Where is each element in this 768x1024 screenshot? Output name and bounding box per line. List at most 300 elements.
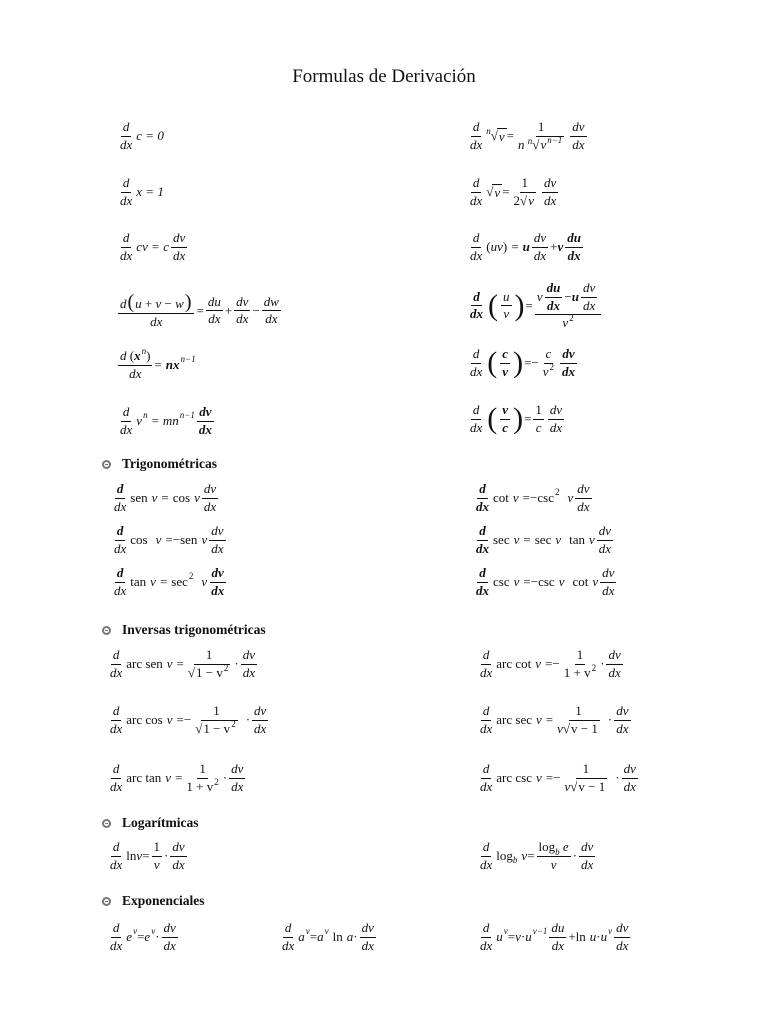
var-v: v xyxy=(136,848,143,864)
dx-label: dx xyxy=(476,540,489,556)
dx-label: dx xyxy=(480,664,493,680)
fn-cos: cos xyxy=(130,532,148,548)
fn-log: log xyxy=(496,848,513,864)
formula-sen xyxy=(110,482,220,514)
equals: = xyxy=(545,656,553,672)
equals: = xyxy=(175,770,183,786)
radicand: v − 1 xyxy=(571,720,598,736)
coef-mn: mn xyxy=(162,413,179,429)
log-base-b: b xyxy=(555,847,560,857)
plus: + xyxy=(550,239,558,255)
var-u: u xyxy=(501,290,512,307)
equals: = xyxy=(523,532,531,548)
equals: = xyxy=(154,357,162,373)
dx-label: dx xyxy=(120,136,133,152)
var-e: e xyxy=(144,929,151,945)
var-v: v xyxy=(500,403,510,420)
d-label: d xyxy=(120,296,127,311)
formula-arcsec: d dx arc sec v = $\frac{1}{v√v - 1}$ · dv dx xyxy=(480,703,629,736)
minus: − xyxy=(164,296,172,311)
dv-label: dv xyxy=(229,762,245,779)
minus: − xyxy=(252,302,260,318)
var-v: v xyxy=(165,770,172,786)
fn-arctan: arc tan xyxy=(126,770,162,786)
dx-label: dx xyxy=(231,778,244,794)
dv-label: dv xyxy=(614,921,630,938)
minus: − xyxy=(183,712,192,728)
dv-label: dv xyxy=(614,704,630,721)
d-label: d xyxy=(471,176,482,193)
dv-label: dv xyxy=(581,281,597,298)
d-label: d xyxy=(481,648,492,665)
formula-arctan: d dx arc tan v = $\frac{1}{1 + v^2}$ · dv dx xyxy=(110,761,244,794)
dx-label: dx xyxy=(211,540,224,556)
var-v: v xyxy=(564,778,571,794)
fn-csc: csc xyxy=(493,574,510,590)
dx-label: dx xyxy=(242,664,255,680)
du-label: du xyxy=(565,231,583,248)
var-v: v xyxy=(542,363,549,379)
numerator-one: 1 xyxy=(575,648,586,665)
dx-label: dx xyxy=(236,311,249,327)
var-v: v xyxy=(550,856,557,872)
dv-label: dv xyxy=(252,704,268,721)
var-v: v xyxy=(528,192,534,208)
dv-label: dv xyxy=(542,176,558,193)
exp-v: v xyxy=(151,926,156,937)
d-label: d xyxy=(471,403,482,420)
dx-label: dx xyxy=(551,937,564,953)
formula-exp-e: d dx e v = e v · dv dx xyxy=(110,920,176,953)
minus: − xyxy=(531,355,539,371)
numerator-one: 1 xyxy=(197,762,208,779)
d-label: d xyxy=(477,482,488,499)
dv-label: dv xyxy=(210,566,226,583)
du-label: du xyxy=(545,281,563,298)
exp-v: v xyxy=(324,926,329,937)
dv-label: dv xyxy=(560,347,576,364)
bullet-icon xyxy=(102,897,111,906)
var-u: u xyxy=(600,929,608,945)
var-v: v xyxy=(513,532,520,548)
exp-v: v xyxy=(503,926,508,937)
var-e: e xyxy=(126,929,133,945)
exp-v: v xyxy=(305,926,310,937)
var-c: c xyxy=(535,419,542,435)
dx-label: dx xyxy=(114,582,127,598)
var-v: v xyxy=(558,574,565,590)
numerator-one: 1 xyxy=(573,704,584,721)
minus: − xyxy=(553,770,561,786)
dx-label: dx xyxy=(533,247,547,263)
dx-label: dx xyxy=(616,720,629,736)
dx-label: dx xyxy=(480,720,493,736)
dv-label: dv xyxy=(197,405,213,422)
d-label: d xyxy=(477,566,488,583)
dx-label: dx xyxy=(110,937,123,953)
dv-label: dv xyxy=(170,840,186,857)
formula-cot: d dx cot v = − csc 2 v dv dx xyxy=(476,481,590,514)
var-v: v xyxy=(503,306,510,322)
var-n: n xyxy=(518,136,525,152)
formula-text: x = 1 xyxy=(136,184,164,200)
equals: = xyxy=(151,239,160,255)
var-v: v xyxy=(567,490,574,506)
dx-label: dx xyxy=(616,937,629,953)
plus: + xyxy=(224,302,233,318)
equals: = xyxy=(137,929,145,945)
fn-arccos: arc cos xyxy=(126,712,163,728)
dx-label: dx xyxy=(623,778,636,794)
dx-label: dx xyxy=(608,664,621,680)
d-label: d xyxy=(471,231,482,248)
dx-label: dx xyxy=(546,297,560,313)
numerator-one: 1 xyxy=(520,176,531,193)
bullet-icon xyxy=(102,460,111,469)
dx-label: dx xyxy=(120,421,133,437)
equals: = xyxy=(506,128,515,144)
formula-product: d dx ( u v ) = u dv dx + v du dx xyxy=(470,230,581,263)
var-v: v xyxy=(540,136,547,152)
fn-cos: cos xyxy=(172,490,191,506)
equals: = xyxy=(545,770,554,786)
dx-label: dx xyxy=(114,498,127,514)
dx-label: dx xyxy=(476,582,489,598)
numerator-one: 1 xyxy=(204,648,215,665)
var-v: v xyxy=(151,490,158,506)
formula-power-x: $\frac{d (x^n)}{dx}$ = nx n−1 xyxy=(120,346,196,381)
radicand: 1 − v xyxy=(196,664,223,680)
exp-v-minus-1: v−1 xyxy=(532,926,548,937)
formula-csc xyxy=(472,566,618,598)
dx-label: dx xyxy=(470,363,483,379)
equals: = xyxy=(142,848,150,864)
log-base-b: b xyxy=(512,855,518,866)
page-title: Formulas de Derivación xyxy=(292,66,476,87)
d-label: d xyxy=(481,762,492,779)
formula-exp-a: d dx a v = a v ln a · dv dx xyxy=(282,920,374,953)
formula-text: c = 0 xyxy=(136,128,164,144)
var-v: v xyxy=(589,532,595,548)
plus: + xyxy=(568,929,576,945)
var-v: v xyxy=(194,490,200,506)
minus: − xyxy=(172,532,181,548)
var-v: v xyxy=(555,532,562,548)
fn-tan: tan xyxy=(569,532,586,548)
dv-label: dv xyxy=(209,524,225,541)
section-inversas xyxy=(102,622,266,638)
equals: = xyxy=(165,532,173,548)
var-v: v xyxy=(535,656,542,672)
fn-ln: ln xyxy=(126,848,137,864)
fn-arcsen: arc sen xyxy=(126,656,163,672)
fn-arccot: arc cot xyxy=(496,656,532,672)
dx-label: dx xyxy=(572,136,585,152)
equals: = xyxy=(196,302,204,318)
formula-sum: $\frac{d(u + v - w)}{dx}$ = $\frac{du}{dx}$ + $\frac{dv}{dx}$ − $\frac{dw}{dx}$ xyxy=(120,291,279,329)
var-v: v xyxy=(498,128,505,144)
var-a: a xyxy=(298,929,305,945)
formula-arcsen: d dx arc sen v = $\frac{1}{√1 - v^2}$ · dv dx xyxy=(110,647,255,680)
equals: = xyxy=(507,929,516,945)
formula-quotient: d dx ( u v ) = v du dx − u dv dx $v^2$ xyxy=(466,281,603,331)
exp-n-minus-1: n−1 xyxy=(179,410,195,421)
dx-label: dx xyxy=(211,582,225,598)
formula-c-over-v: d dx ( c v ) = − $\frac{c}{v^2}$ dv dx xyxy=(470,346,576,380)
var-x: x xyxy=(134,348,141,363)
dx-label: dx xyxy=(480,856,493,872)
dx-label: dx xyxy=(470,419,483,435)
var-v: v xyxy=(536,712,542,728)
var-v: v xyxy=(166,656,173,672)
equals: = xyxy=(309,929,318,945)
fn-sen: sen xyxy=(130,490,148,506)
equals: = xyxy=(525,297,533,313)
var-v: v xyxy=(155,532,162,548)
d-label: d xyxy=(115,566,126,583)
fn-arcsec: arc sec xyxy=(496,712,532,728)
dv-label: dv xyxy=(234,295,250,312)
fn-arccsc: arc csc xyxy=(496,770,532,786)
d-label: d xyxy=(481,921,492,938)
var-u: u xyxy=(490,239,498,255)
equals: = xyxy=(151,413,159,429)
formula-arccot: d dx arc cot v = − $\frac{1}{1 + v^2}$ · dv dx xyxy=(480,647,621,680)
d-label: d xyxy=(115,524,126,541)
fn-ln: ln xyxy=(575,929,586,945)
formula-constant xyxy=(116,120,164,152)
dx-label: dx xyxy=(114,540,127,556)
d-label: d xyxy=(121,231,132,248)
d-label: d xyxy=(283,921,294,938)
dx-label: dx xyxy=(598,540,612,556)
du-label: du xyxy=(206,295,223,312)
formula-power-v xyxy=(116,405,216,437)
equals: = xyxy=(511,239,519,255)
var-v: v xyxy=(502,363,509,379)
d-label: d xyxy=(111,921,122,938)
bullet-icon xyxy=(102,819,111,828)
equals: = xyxy=(522,490,531,506)
dx-label: dx xyxy=(480,937,493,953)
var-v: v xyxy=(557,720,563,736)
var-v: v xyxy=(536,288,543,304)
dv-label: dv xyxy=(202,482,218,499)
formula-sec xyxy=(472,524,615,556)
dx-label: dx xyxy=(602,582,615,598)
plus: + xyxy=(144,296,153,311)
exp-n: n xyxy=(141,346,147,356)
var-c: c xyxy=(163,239,169,255)
formula-arccos: d dx arc cos v = − $\frac{1}{√1 - v^2}$ · dv dx xyxy=(110,703,267,736)
dx-label: dx xyxy=(120,192,133,208)
coef-two: 2 xyxy=(513,192,521,208)
dv-label: dv xyxy=(600,566,616,583)
dx-label: dx xyxy=(470,136,483,152)
d-label: d xyxy=(481,840,492,857)
fn-sec: sec xyxy=(171,574,188,590)
dx-label: dx xyxy=(265,311,278,327)
formula-cos xyxy=(110,524,228,556)
d-label: d xyxy=(111,704,122,721)
equals: = xyxy=(524,355,532,371)
dx-label: dx xyxy=(282,937,295,953)
section-title: Inversas trigonométricas xyxy=(122,622,266,637)
dx-label: dx xyxy=(480,778,493,794)
dv-label: dv xyxy=(360,921,376,938)
d-label: d xyxy=(120,348,127,363)
formula-v-over-c: d dx ( v c ) = $\frac{1}{c}$ dv dx xyxy=(470,402,563,436)
dx-label: dx xyxy=(203,498,217,514)
dx-label: dx xyxy=(562,363,576,379)
dx-label: dx xyxy=(172,856,185,872)
d-label: d xyxy=(111,762,122,779)
fn-csc: csc xyxy=(538,574,555,590)
dx-label: dx xyxy=(582,297,596,313)
d-label: d xyxy=(121,405,132,422)
var-e: e xyxy=(562,839,569,854)
var-v: v xyxy=(592,574,599,590)
dv-label: dv xyxy=(241,648,257,665)
formula-exp-u: d dx u v = v · u v−1 du dx + ln u · u v dv dx xyxy=(480,920,629,953)
formula-x xyxy=(116,176,164,208)
var-v: v xyxy=(153,856,160,872)
var-c: c xyxy=(544,347,554,364)
minus: − xyxy=(530,574,539,590)
equals: = xyxy=(161,490,169,506)
d-label: d xyxy=(121,176,132,193)
equals: = xyxy=(176,712,184,728)
dv-label: dv xyxy=(575,482,591,499)
dx-label: dx xyxy=(110,778,123,794)
formula-cv xyxy=(116,231,189,263)
var-v: v xyxy=(150,574,156,590)
minus: − xyxy=(552,656,560,672)
var-u: u xyxy=(571,288,579,304)
dx-label: dx xyxy=(470,192,483,208)
fn-sen: sen xyxy=(180,532,198,548)
var-u: u xyxy=(496,929,503,945)
dx-label: dx xyxy=(120,247,133,263)
dx-label: dx xyxy=(208,311,221,327)
fn-ln: ln xyxy=(332,929,343,945)
section-exponenciales xyxy=(102,893,205,909)
var-u: u xyxy=(135,296,142,311)
var-a: a xyxy=(346,929,354,945)
var-v: v xyxy=(521,848,528,864)
dx-label: dx xyxy=(361,937,374,953)
minus: − xyxy=(530,490,538,506)
exp-n-minus-1: n−1 xyxy=(180,354,196,365)
fn-tan: tan xyxy=(130,574,147,590)
coef-nx: nx xyxy=(165,357,180,373)
d-label: d xyxy=(111,840,122,857)
numerator-one: 1 xyxy=(581,762,592,779)
fn-cot: cot xyxy=(572,574,589,590)
equals: = xyxy=(527,848,535,864)
exp-v: v xyxy=(133,926,138,937)
var-v: v xyxy=(201,532,208,548)
var-c: c xyxy=(500,347,510,364)
dx-label: dx xyxy=(150,314,163,329)
d-label: d xyxy=(471,120,482,137)
dx-label: dx xyxy=(172,247,186,263)
var-v: v xyxy=(515,929,521,945)
equals: = xyxy=(524,411,532,427)
equals: = xyxy=(523,574,531,590)
var-v: v xyxy=(201,574,208,590)
dx-label: dx xyxy=(110,720,123,736)
denominator: 1 + v xyxy=(563,664,591,680)
section-title: Logarítmicas xyxy=(122,815,199,830)
numerator-one: 1 xyxy=(211,704,222,721)
section-logaritmicas xyxy=(102,815,199,831)
equals: = xyxy=(176,656,184,672)
fn-csc: csc xyxy=(537,490,554,506)
var-v: v xyxy=(142,239,148,255)
dx-label: dx xyxy=(110,664,123,680)
root-index-n: n xyxy=(486,126,491,137)
fn-sec: sec xyxy=(493,532,510,548)
root-index-n: n xyxy=(527,135,533,146)
dx-label: dx xyxy=(577,498,590,514)
var-u: u xyxy=(522,239,530,255)
var-c: c xyxy=(502,419,509,435)
var-v: v xyxy=(512,490,519,506)
dx-label: dx xyxy=(470,306,483,322)
numerator-one: 1 xyxy=(152,840,163,857)
dv-label: dv xyxy=(622,762,638,779)
dv-label: dv xyxy=(570,120,586,137)
equals: = xyxy=(502,184,510,200)
d-label: d xyxy=(481,704,492,721)
formula-sqrt: d dx √ v = $\frac{1}{2√v}$ dv dx xyxy=(470,175,557,208)
d-label: d xyxy=(121,120,132,137)
exp-v: v xyxy=(608,926,613,937)
formula-arccsc: d dx arc csc v = − $\frac{1}{v√v - 1}$ · dv dx xyxy=(480,761,636,794)
formula-tan: d dx tan v = sec 2 v dv dx xyxy=(114,565,225,598)
equals: = xyxy=(159,574,168,590)
dv-label: dv xyxy=(171,231,187,248)
var-v: v xyxy=(536,770,542,786)
dv-label: dv xyxy=(606,648,622,665)
var-u: u xyxy=(525,929,532,945)
section-title: Exponenciales xyxy=(122,893,205,908)
dv-label: dv xyxy=(579,840,595,857)
var-c: c xyxy=(136,239,143,255)
exp-n-minus-1: n−1 xyxy=(547,134,563,145)
formula-log-b: d dx log b v = $\frac{\log_b e}{v}$ · dv dx xyxy=(480,839,594,872)
denominator: 1 + v xyxy=(186,778,214,794)
var-v: v xyxy=(513,574,520,590)
dx-label: dx xyxy=(476,498,489,514)
du-label: du xyxy=(549,921,566,938)
var-v: v xyxy=(494,184,501,200)
section-trigonometricas xyxy=(102,456,217,472)
dx-label: dx xyxy=(543,192,557,208)
dx-label: dx xyxy=(581,856,594,872)
dv-label: dv xyxy=(532,231,548,248)
var-v: v xyxy=(557,239,564,255)
numerator-one: 1 xyxy=(533,403,544,420)
numerator-one: 1 xyxy=(536,120,547,137)
dx-label: dx xyxy=(198,421,212,437)
var-v: v xyxy=(155,296,162,311)
var-v: v xyxy=(136,413,143,429)
var-u: u xyxy=(589,929,597,945)
radicand: 1 − v xyxy=(203,720,231,736)
equals: = xyxy=(545,712,554,728)
